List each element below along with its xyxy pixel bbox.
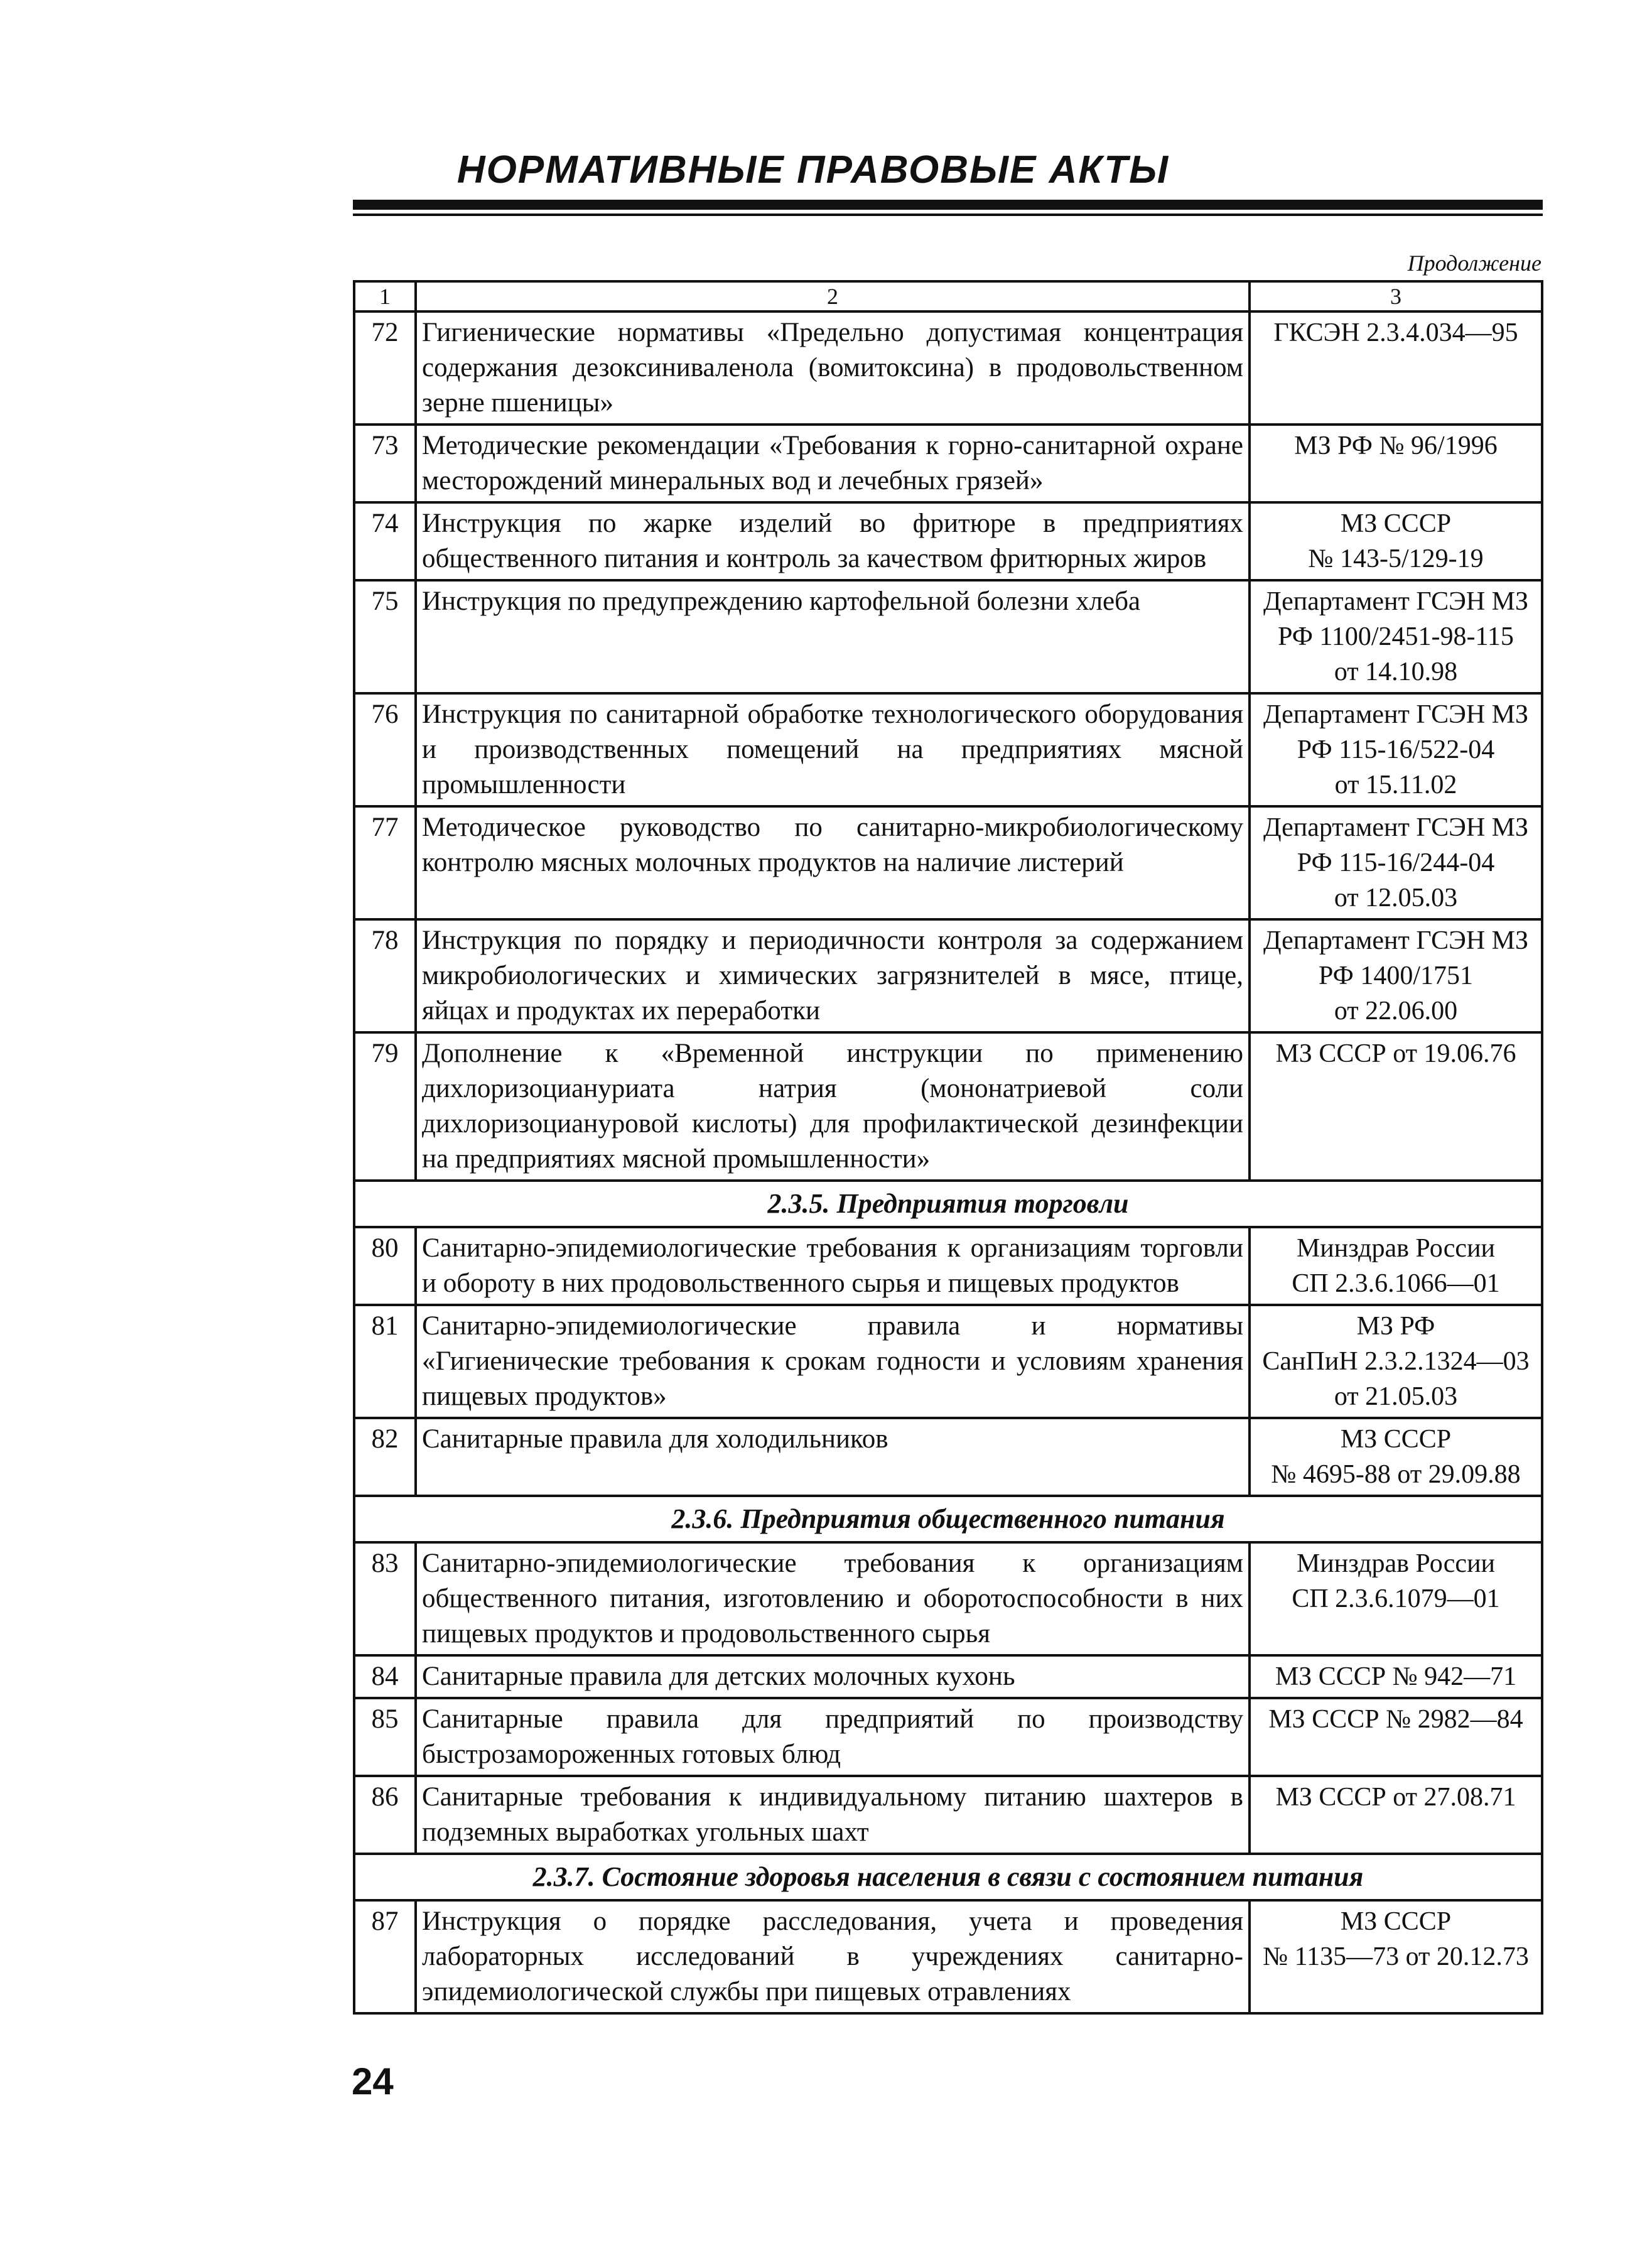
row-number: 78	[354, 919, 416, 1032]
table-row	[354, 1900, 1542, 2013]
issuing-authority	[1250, 311, 1542, 425]
issuing-authority	[1250, 1418, 1542, 1496]
section-heading-row	[354, 1181, 1542, 1227]
issuing-authority	[1250, 919, 1542, 1032]
issuing-authority	[1250, 1776, 1542, 1854]
authority-line: № 1135—73 от 20.12.73	[1263, 1942, 1529, 1971]
column-header-3: 3	[1250, 281, 1542, 311]
authority-line: МЗ СССР № 942—71	[1275, 1662, 1517, 1691]
authority-line: от 21.05.03	[1334, 1382, 1458, 1411]
authority-line: МЗ СССР от 19.06.76	[1275, 1039, 1516, 1068]
act-title: Дополнение к «Временной инструкции по применению дихлоризоциануриата натрия (мононатриевой соли дихлоризоциануровой кислоты) для профилактической дезинфекции на предприятиях мясной промышленности»	[416, 1032, 1250, 1181]
authority-line: Департамент ГСЭН МЗ	[1263, 587, 1529, 616]
act-title: Инструкция по санитарной обработке технологического оборудования и производственных помещений на предприятиях мясной промышленности	[416, 693, 1250, 806]
act-title: Санитарно-эпидемиологические требования к организациям общественного питания, изготовлению и оборотоспособности в них пищевых продуктов и продовольственного сырья	[416, 1542, 1250, 1655]
section-heading-row	[354, 1854, 1542, 1900]
table-body	[354, 281, 1542, 2013]
table-row	[354, 311, 1542, 425]
act-title: Санитарные правила для холодильников	[416, 1418, 1250, 1496]
section-heading: 2.3.7. Состояние здоровья населения в связи с состоянием питания	[354, 1854, 1542, 1900]
issuing-authority	[1250, 1900, 1542, 2013]
authority-line: РФ 115-16/522-04	[1297, 735, 1495, 764]
issuing-authority	[1250, 1032, 1542, 1181]
row-number: 85	[354, 1698, 416, 1776]
table-row	[354, 1227, 1542, 1305]
authority-line: от 15.11.02	[1334, 771, 1457, 799]
authority-line: МЗ СССР	[1340, 1425, 1452, 1454]
table-row	[354, 693, 1542, 806]
authority-line: СанПиН 2.3.2.1324—03	[1262, 1347, 1530, 1376]
column-header-1: 1	[354, 281, 416, 311]
authority-line: ГКСЭН 2.3.4.034—95	[1273, 318, 1518, 347]
row-number: 72	[354, 311, 416, 425]
row-number: 87	[354, 1900, 416, 2013]
act-title: Санитарно-эпидемиологические требования к организациям торговли и обороту в них продовольственного сырья и пищевых продуктов	[416, 1227, 1250, 1305]
act-title: Санитарно-эпидемиологические правила и нормативы «Гигиенические требования к срокам годности и условиям хранения пищевых продуктов»	[416, 1305, 1250, 1418]
table-row	[354, 1032, 1542, 1181]
issuing-authority	[1250, 502, 1542, 580]
header-rule-thick	[353, 200, 1543, 210]
section-heading: 2.3.5. Предприятия торговли	[354, 1181, 1542, 1227]
authority-line: СП 2.3.6.1079—01	[1292, 1584, 1500, 1613]
act-title: Инструкция по порядку и периодичности контроля за содержанием микробиологических и химических загрязнителей в мясе, птице, яйцах и продуктах их переработки	[416, 919, 1250, 1032]
page-header-title: НОРМАТИВНЫЕ ПРАВОВЫЕ АКТЫ	[456, 148, 1170, 192]
row-number: 79	[354, 1032, 416, 1181]
column-header-2: 2	[416, 281, 1250, 311]
row-number: 83	[354, 1542, 416, 1655]
authority-line: от 22.06.00	[1334, 997, 1458, 1025]
authority-line: Департамент ГСЭН МЗ	[1263, 926, 1529, 955]
row-number: 80	[354, 1227, 416, 1305]
issuing-authority	[1250, 425, 1542, 502]
page-number: 24	[352, 2060, 394, 2102]
issuing-authority	[1250, 1655, 1542, 1698]
row-number: 75	[354, 580, 416, 693]
authority-line: от 12.05.03	[1334, 884, 1458, 912]
authority-line: РФ 1400/1751	[1319, 961, 1473, 990]
issuing-authority	[1250, 1542, 1542, 1655]
act-title: Инструкция по предупреждению картофельной болезни хлеба	[416, 580, 1250, 693]
act-title: Инструкция о порядке расследования, учета и проведения лабораторных исследований в учреждениях санитарно-эпидемиологической службы при пищевых отравлениях	[416, 1900, 1250, 2013]
issuing-authority	[1250, 806, 1542, 919]
issuing-authority	[1250, 693, 1542, 806]
authority-line: Минздрав России	[1296, 1234, 1496, 1263]
row-number: 84	[354, 1655, 416, 1698]
act-title: Методические рекомендации «Требования к горно-санитарной охране месторождений минеральных вод и лечебных грязей»	[416, 425, 1250, 502]
row-number: 77	[354, 806, 416, 919]
table-row	[354, 1698, 1542, 1776]
issuing-authority	[1250, 1698, 1542, 1776]
authority-line: РФ 1100/2451-98-115	[1278, 622, 1514, 651]
row-number: 81	[354, 1305, 416, 1418]
issuing-authority	[1250, 1305, 1542, 1418]
authority-line: № 143-5/129-19	[1308, 544, 1484, 573]
act-title: Санитарные правила для детских молочных кухонь	[416, 1655, 1250, 1698]
table-row	[354, 1776, 1542, 1854]
row-number: 74	[354, 502, 416, 580]
authority-line: МЗ РФ № 96/1996	[1294, 431, 1498, 460]
table-row	[354, 1305, 1542, 1418]
table-row	[354, 502, 1542, 580]
authority-line: МЗ РФ	[1356, 1312, 1435, 1341]
authority-line: СП 2.3.6.1066—01	[1292, 1269, 1500, 1298]
act-title: Методическое руководство по санитарно-микробиологическому контролю мясных молочных продуктов на наличие листерий	[416, 806, 1250, 919]
authority-line: Департамент ГСЭН МЗ	[1263, 813, 1529, 842]
authority-line: МЗ СССР № 2982—84	[1268, 1705, 1523, 1734]
authority-line: МЗ СССР	[1340, 1907, 1452, 1936]
table-row	[354, 1418, 1542, 1496]
table-row	[354, 919, 1542, 1032]
row-number: 76	[354, 693, 416, 806]
authority-line: Департамент ГСЭН МЗ	[1263, 700, 1529, 729]
act-title: Санитарные правила для предприятий по производству быстрозамороженных готовых блюд	[416, 1698, 1250, 1776]
issuing-authority	[1250, 1227, 1542, 1305]
authority-line: МЗ СССР от 27.08.71	[1275, 1783, 1516, 1812]
issuing-authority	[1250, 580, 1542, 693]
header-rule-thin	[353, 214, 1543, 216]
authority-line: Минздрав России	[1296, 1549, 1496, 1578]
column-header-row	[354, 281, 1542, 311]
continuation-label: Продолжение	[1407, 251, 1541, 276]
row-number: 86	[354, 1776, 416, 1854]
row-number: 73	[354, 425, 416, 502]
normative-acts-table	[353, 280, 1543, 2015]
act-title: Санитарные требования к индивидуальному питанию шахтеров в подземных выработках угольных шахт	[416, 1776, 1250, 1854]
table-row	[354, 580, 1542, 693]
authority-line: от 14.10.98	[1334, 657, 1458, 686]
authority-line: РФ 115-16/244-04	[1297, 848, 1495, 877]
row-number: 82	[354, 1418, 416, 1496]
section-heading: 2.3.6. Предприятия общественного питания	[354, 1496, 1542, 1542]
table-row	[354, 806, 1542, 919]
act-title: Гигиенические нормативы «Предельно допустимая концентрация содержания дезоксиниваленола (вомитоксина) в продовольственном зерне пшеницы»	[416, 311, 1250, 425]
table-row	[354, 1655, 1542, 1698]
authority-line: № 4695-88 от 29.09.88	[1271, 1460, 1521, 1489]
act-title: Инструкция по жарке изделий во фритюре в предприятиях общественного питания и контроль за качеством фритюрных жиров	[416, 502, 1250, 580]
section-heading-row	[354, 1496, 1542, 1542]
authority-line: МЗ СССР	[1340, 509, 1452, 538]
table-row	[354, 425, 1542, 502]
table-row	[354, 1542, 1542, 1655]
